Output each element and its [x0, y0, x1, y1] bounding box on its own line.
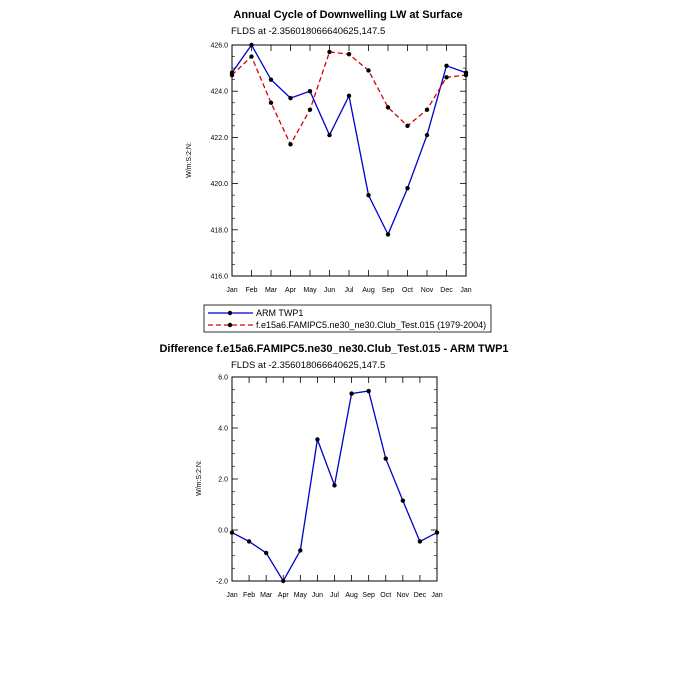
chart2-series-0-point — [298, 548, 302, 552]
chart2-title: Difference f.e15a6.FAMIPC5.ne30_ne30.Club_Test.015 - ARM TWP1 — [159, 343, 509, 355]
chart1-series-1-point — [230, 73, 234, 77]
chart1-ytick-label: 426.0 — [210, 42, 228, 50]
chart2-series-0-point — [349, 391, 353, 395]
chart2-ytick-label: 0.0 — [218, 527, 228, 535]
chart1-plot — [210, 43, 471, 295]
chart1-ytick-label: 422.0 — [210, 134, 228, 142]
chart2-xtick-label: Jan — [226, 592, 238, 599]
chart2-xtick-label: Jul — [330, 592, 339, 599]
chart2-series-0-point — [315, 437, 319, 441]
chart2-series-0-point — [281, 579, 285, 583]
chart1-xtick-label: Feb — [245, 287, 258, 294]
chart2-xtick-label: Sep — [362, 592, 375, 599]
chart2-xtick-label: Jan — [431, 592, 443, 599]
chart1-xtick-label: Jul — [344, 287, 354, 294]
chart1-xtick-label: May — [303, 287, 317, 294]
chart1-series-0-point — [386, 232, 390, 236]
chart2-y-axis-label: W/m:S:2:N: — [196, 460, 203, 496]
chart2-series-0-point — [401, 498, 405, 502]
chart1-series-1-point — [249, 54, 253, 58]
chart1-title: Annual Cycle of Downwelling LW at Surface — [233, 9, 463, 21]
legend-label-model: f.e15a6.FAMIPC5.ne30_ne30.Club_Test.015 (1979-2004) — [256, 320, 487, 330]
chart2-series-0-point — [384, 456, 388, 460]
chart1-ytick-label: 420.0 — [210, 181, 228, 189]
chart2-xtick-label: Feb — [243, 592, 256, 599]
chart2-xtick-label: Oct — [380, 592, 392, 599]
chart1-xtick-label: Sep — [381, 287, 395, 294]
chart2-xtick-label: Dec — [413, 592, 427, 599]
chart1-series-0-point — [405, 186, 409, 190]
chart1-xtick-label: Aug — [362, 287, 375, 294]
chart1-series-1-point — [386, 105, 390, 109]
chart1-series-0-point — [425, 133, 429, 137]
chart1-series-1-point — [366, 68, 370, 72]
chart1-legend — [204, 305, 491, 332]
chart1-series-1-point — [288, 142, 292, 146]
chart1-ytick-label: 418.0 — [210, 227, 228, 235]
chart1-series-1-point — [444, 75, 448, 79]
chart1-series-1-point — [425, 107, 429, 111]
chart2-xtick-label: Mar — [260, 592, 273, 599]
chart1-series-1-point — [405, 124, 409, 128]
chart1-xtick-label: Jan — [226, 287, 238, 294]
chart1-series-0-point — [347, 94, 351, 98]
chart1-series-0-point — [308, 89, 312, 93]
chart2-series-0-point — [435, 530, 439, 534]
chart2-plot — [216, 375, 443, 600]
chart2-series-0-point — [366, 389, 370, 393]
chart2-series-0-point — [418, 539, 422, 543]
chart1-series-1-point — [269, 101, 273, 105]
chart1-xtick-label: Oct — [402, 287, 413, 294]
chart2-xtick-label: May — [293, 592, 307, 599]
chart1-ytick-label: 424.0 — [210, 88, 228, 96]
chart1-xtick-label: Apr — [285, 287, 296, 294]
chart1-xtick-label: Jun — [323, 287, 336, 294]
chart2-subtitle: FLDS at -2.356018066640625,147.5 — [231, 360, 386, 371]
chart2-ytick-label: -2.0 — [215, 578, 228, 586]
chart2-xtick-label: Apr — [277, 592, 289, 599]
chart1-y-axis-label: W/m:S:2:N: — [186, 142, 193, 178]
chart1-series-1-point — [308, 107, 312, 111]
chart1-series-0-point — [327, 133, 331, 137]
chart2-xtick-label: Aug — [345, 592, 358, 599]
chart1-ytick-label: 416.0 — [210, 273, 228, 281]
chart2-series-0-point — [230, 530, 234, 534]
chart2-xtick-label: Jun — [311, 592, 324, 599]
chart1-series-0-point — [288, 96, 292, 100]
chart1-series-0-line — [232, 45, 466, 234]
chart2-series-0-point — [264, 551, 268, 555]
chart1-subtitle: FLDS at -2.356018066640625,147.5 — [231, 26, 386, 37]
chart1-series-1-point — [464, 73, 468, 77]
chart2-ytick-label: 2.0 — [218, 476, 228, 484]
chart1-series-0-point — [444, 64, 448, 68]
chart1-series-1-point — [327, 50, 331, 54]
chart1-xtick-label: Mar — [264, 287, 278, 294]
chart2-ytick-label: 6.0 — [218, 374, 228, 382]
chart2-series-0-point — [332, 483, 336, 487]
legend-marker-model — [228, 323, 232, 327]
chart1-xtick-label: Nov — [420, 287, 434, 294]
legend-marker-arm — [228, 311, 232, 315]
chart1-series-0-point — [269, 77, 273, 81]
chart2-series-0-point — [247, 539, 251, 543]
chart1-series-1-point — [347, 52, 351, 56]
chart1-xtick-label: Dec — [440, 287, 453, 294]
chart2-xtick-label: Nov — [396, 592, 410, 599]
chart1-frame — [232, 45, 466, 276]
legend-label-arm: ARM TWP1 — [256, 308, 304, 318]
chart1-series-0-point — [366, 193, 370, 197]
chart1-xtick-label: Jan — [460, 287, 472, 294]
chart2-ytick-label: 4.0 — [218, 425, 228, 433]
chart1-series-0-point — [249, 43, 253, 47]
